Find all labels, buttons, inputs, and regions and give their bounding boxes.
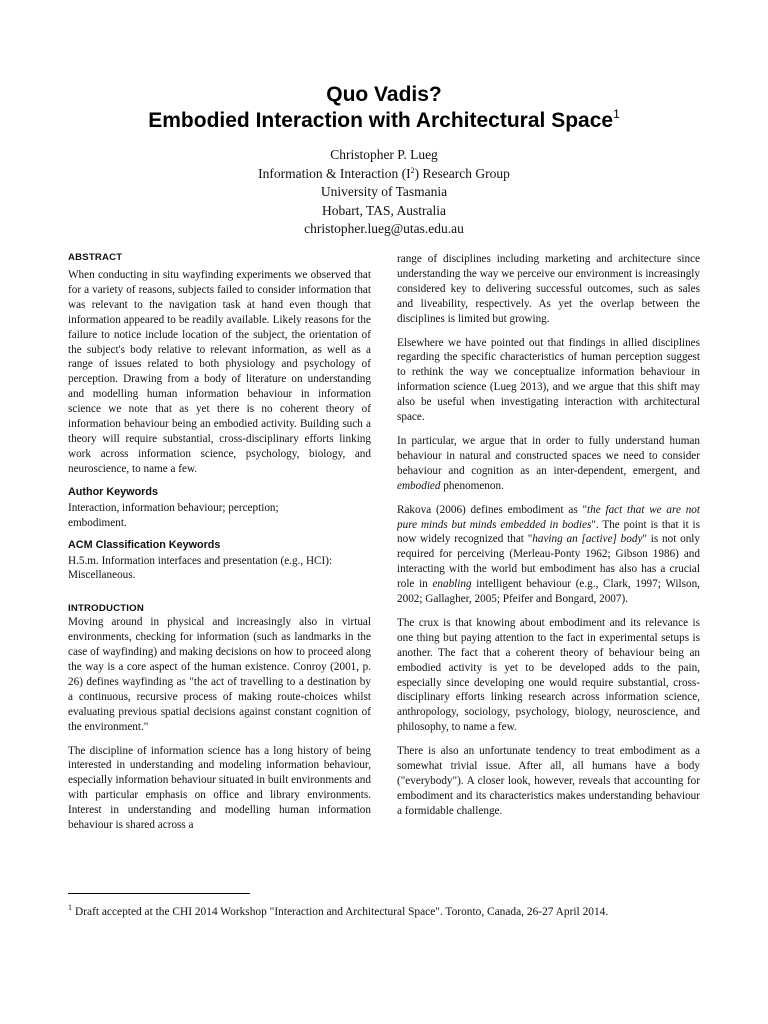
p4-emphasis-2: having an [active] body — [532, 533, 643, 546]
p3-text-b: phenomenon. — [440, 479, 504, 492]
author-keywords-line1: Interaction, information behaviour; perception; — [68, 501, 279, 514]
author-keywords-heading: Author Keywords — [68, 485, 158, 498]
p4-text-a: Rakova (2006) defines embodiment as " — [397, 503, 588, 516]
paper-title-line2 — [0, 108, 768, 134]
introduction-paragraph-1: Moving around in physical and increasingly also in virtual environments, checking for information (such as landmarks in the case of wayfinding) and making decisions on how to proceed along the way is a core aspect of the human existence. Conroy (2001, p. 26) defines wayfinding as "the act of travelling to a destination by a continuous, recursive process of making route-choices whilst evaluating previous spatial decisions against constant cognition of the environment." — [68, 616, 371, 733]
author-group-post: ) Research Group — [414, 165, 510, 181]
body-paragraph-5: The crux is that knowing about embodiment and its relevance is one thing but paying attention to the fact in experimental setups is another. The fact that a coherent theory of behaviour being an embodied activity is yet to be developed adds to the pain, especially since developing one would require substantial, cross-disciplinary efforts linking research across information science, anthropology, sociology, psychology, biology, neuroscience, and philosophy, to name a few. — [397, 616, 700, 734]
left-column — [68, 252, 371, 842]
abstract-text: When conducting in situ wayfinding experiments we observed that for a variety of reasons, subjects failed to consider information that was relevant to the navigation task at hand even though that information appeared to be readily available. Likely reasons for the failure to notice include location of the subject, the orientation of the subject's body relative to relevant information, as well as a range of issues related to both physiology and psychology of perception. Drawing from a body of literature on understanding and modelling human information behaviour in information science we note that as yet there is no coherent theory of information behaviour being an embodied activity. Building such a theory will require substantial, cross-disciplinary efforts linking work across information science, psychology, biology, and neuroscience, to name a few. — [68, 269, 371, 475]
footnote-marker: 1 — [68, 903, 72, 912]
author-keywords-text — [68, 501, 371, 531]
author-name: Christopher P. Lueg — [330, 147, 438, 162]
body-paragraph-3 — [397, 434, 700, 494]
author-university: University of Tasmania — [320, 184, 448, 199]
p4-emphasis-1: the fact that we are not pure minds but minds embedded in bodies — [397, 503, 700, 531]
p4-emphasis-3: enabling — [432, 578, 472, 591]
author-keywords-line2: embodiment. — [68, 516, 127, 529]
paper-title-text: Embodied Interaction with Architectural Space — [148, 109, 614, 132]
title-footnote-marker: 1 — [613, 107, 620, 121]
introduction-heading: INTRODUCTION — [68, 603, 144, 615]
p4-text-d: intelligent behaviour (e.g., Clark, 1997; Wilson, 2002; Gallagher, 2005; Pfeifer and Bongard, 2007). — [397, 578, 700, 606]
introduction-paragraph-2: The discipline of information science has a long history of being interested in understanding and modeling information behaviour, especially information behaviour situated in built environments and with particular emphasis on office and library environments. Interest in understanding and modelling human information behaviour is shared across a — [68, 744, 371, 832]
author-block — [0, 146, 768, 239]
body-paragraph-2: Elsewhere we have pointed out that findings in allied disciplines regarding the specific characteristics of human perception suggest to rethink the way we conceptualize information behaviour in information science (Lueg 2013), and we argue that this shift may also be useful when investigating interaction with architectural space. — [397, 336, 700, 424]
author-location: Hobart, TAS, Australia — [322, 202, 446, 218]
author-group — [0, 165, 768, 184]
body-paragraph-4 — [397, 503, 700, 607]
acm-keywords-line2: Miscellaneous. — [68, 569, 136, 582]
footnote-divider — [68, 893, 250, 894]
author-group-sup: 2 — [410, 165, 415, 175]
acm-keywords-text — [68, 554, 371, 584]
right-column — [397, 252, 700, 828]
p4-text-b: ". The point is that it is now widely recognized that " — [397, 518, 701, 546]
abstract-heading: ABSTRACT — [68, 252, 123, 263]
author-group-pre: Information & Interaction (I — [258, 165, 411, 181]
footnote-text: Draft accepted at the CHI 2014 Workshop "Interaction and Architectural Space". Toronto, Canada, 26-27 April 2014. — [75, 906, 609, 918]
acm-keywords-line1: H.5.m. Information interfaces and presentation (e.g., HCI): — [68, 554, 333, 567]
body-paragraph-6: There is also an unfortunate tendency to treat embodiment as a somewhat trivial issue. After all, all humans have a body ("everybody"). A closer look, however, reveals that accounting for embodiment and its characteristics makes understanding behaviour a formidable challenge. — [397, 745, 700, 817]
paper-title-line1: Quo Vadis? — [326, 83, 442, 106]
title-block — [0, 82, 768, 239]
author-email: christopher.lueg@utas.edu.au — [304, 221, 464, 236]
p3-emphasis: embodied — [397, 479, 441, 492]
footnote — [68, 905, 608, 920]
p3-text-a: In particular, we argue that in order to fully understand human behaviour in natural and constructed spaces we need to consider behaviour and cognition as an inter-dependent, emergent, and — [397, 434, 700, 477]
body-paragraph-1: range of disciplines including marketing and architecture since understanding the way we perceive our environment is increasingly considered key to delivering successful outcomes, such as sales and liveability, respectively. As yet the overlap between the disciplines is limited but growing. — [397, 253, 700, 325]
p4-text-c: " is not only required for perceiving (Merleau-Ponty 1962; Gibson 1986) and interacting with the world but embodiment has also has a crucial role in — [397, 533, 700, 591]
acm-keywords-heading: ACM Classification Keywords — [68, 538, 221, 551]
